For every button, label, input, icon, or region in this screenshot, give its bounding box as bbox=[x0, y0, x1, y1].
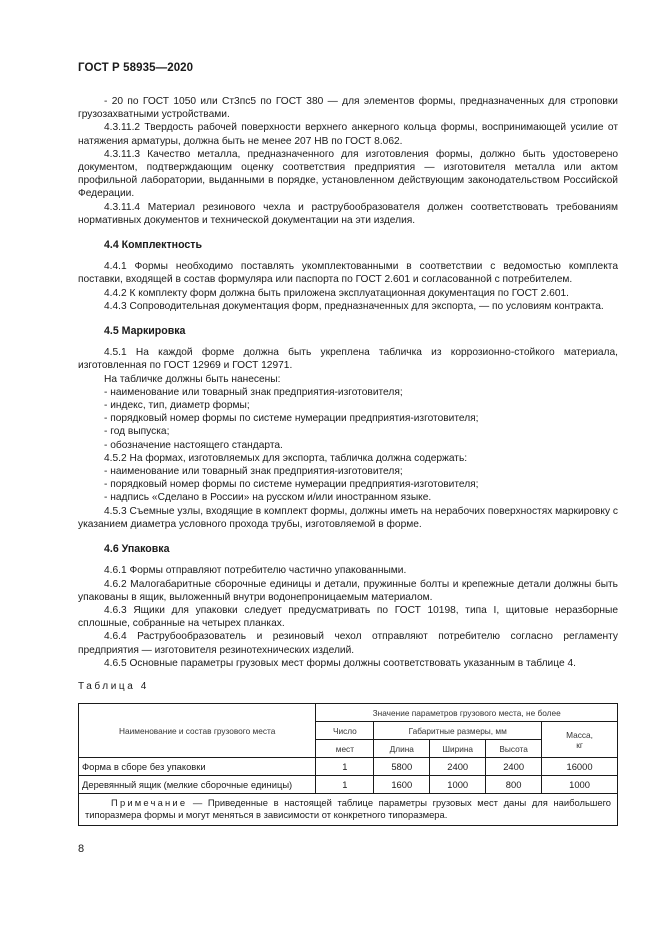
col-header-count-top: Число bbox=[316, 722, 374, 740]
table-row bbox=[79, 776, 618, 794]
table-row bbox=[79, 758, 618, 776]
table-note bbox=[79, 794, 618, 826]
paragraph: 4.3.11.4 Материал резинового чехла и раструбообразователя должен соответствовать требованиям нормативных документов и технической документации на эти изделия. bbox=[78, 201, 618, 226]
paragraph: 4.3.11.3 Качество металла, предназначенного для изготовления формы, должно быть удостоверено документом, подтверждающим оценку соответствия предприятия — изготовителя металла или актом профильной лаборатории, выданными в порядке, установленном действующим законодательством Российской Федерации. bbox=[78, 148, 618, 200]
paragraph: 4.4.2 К комплекту форм должна быть приложена эксплуатационная документация по ГОСТ 2.601. bbox=[104, 287, 570, 299]
note-text: — Приведенные в настоящей таблице параметры грузовых мест даны для наибольшего типоразмера формы и могут меняться в зависимости от конкретного типоразмера. bbox=[85, 797, 611, 821]
list-line: - надпись «Сделано в России» на русском и/или иностранном языке. bbox=[104, 492, 432, 504]
cell-mass: 1000 bbox=[542, 776, 618, 794]
col-header-name: Наименование и состав грузового места bbox=[79, 704, 316, 758]
document-body bbox=[78, 95, 618, 670]
note-label: Примечание bbox=[111, 797, 188, 808]
cell-count: 1 bbox=[316, 758, 374, 776]
col-header-width: Ширина bbox=[430, 740, 486, 758]
list-line: - наименование или товарный знак предприятия-изготовителя; bbox=[104, 386, 403, 398]
cell-width: 1000 bbox=[430, 776, 486, 794]
paragraph: 4.5.3 Съемные узлы, входящие в комплект формы, должны иметь на нерабочих поверхностях маркировку с указанием диаметра условного прохода трубы, изготовляемой в форме. bbox=[78, 505, 618, 530]
list-line: - год выпуска; bbox=[104, 426, 170, 438]
cell-width: 2400 bbox=[430, 758, 486, 776]
paragraph: 4.5.1 На каждой форме должна быть укреплена табличка из коррозионно-стойкого материала, изготовленная по ГОСТ 12969 и ГОСТ 12971. bbox=[78, 347, 618, 372]
paragraph: - 20 по ГОСТ 1050 или Ст3пс5 по ГОСТ 380 — для элементов формы, предназначенных для строповки грузозахватными устройствами. bbox=[78, 96, 618, 121]
cargo-table bbox=[78, 703, 618, 826]
section-title-packaging: 4.6 Упаковка bbox=[104, 543, 170, 556]
paragraph: 4.6.2 Малогабаритные сборочные единицы и детали, пружинные болты и крепежные детали должны быть упакованы в ящик, выложенный внутри водонепроницаемым материалом. bbox=[78, 578, 618, 603]
list-line: На табличке должны быть нанесены: bbox=[104, 373, 281, 385]
cell-mass: 16000 bbox=[542, 758, 618, 776]
list-line: - порядковый номер формы по системе нумерации предприятия-изготовителя; bbox=[104, 479, 479, 491]
cell-height: 2400 bbox=[486, 758, 542, 776]
list-line: - наименование или товарный знак предприятия-изготовителя; bbox=[104, 466, 403, 478]
section-title-marking: 4.5 Маркировка bbox=[104, 325, 186, 338]
col-header-length: Длина bbox=[374, 740, 430, 758]
page-number: 8 bbox=[78, 843, 85, 855]
section-title-completeness: 4.4 Комплектность bbox=[104, 239, 202, 252]
table-caption: Таблица 4 bbox=[78, 681, 149, 692]
paragraph: 4.3.11.2 Твердость рабочей поверхности верхнего анкерного кольца формы, воспринимающей усилие от натяжения арматуры, должна быть не менее 207 НВ по ГОСТ 8.062. bbox=[78, 122, 618, 147]
document-header: ГОСТ Р 58935—2020 bbox=[78, 62, 194, 74]
cell-length: 1600 bbox=[374, 776, 430, 794]
col-header-mass-bottom: кг bbox=[576, 739, 583, 750]
paragraph: 4.4.3 Сопроводительная документация форм, предназначенных для экспорта, — по условиям контракта. bbox=[104, 300, 604, 312]
cell-length: 5800 bbox=[374, 758, 430, 776]
cell-count: 1 bbox=[316, 776, 374, 794]
paragraph: 4.6.3 Ящики для упаковки следует предусматривать по ГОСТ 10198, типа I, щитовые неразборные сплошные, собранные на четырех планках. bbox=[78, 604, 618, 630]
col-header-mass-top: Масса, bbox=[566, 729, 593, 740]
cell-name: Форма в сборе без упаковки bbox=[79, 758, 316, 776]
col-header-height: Высота bbox=[486, 740, 542, 758]
paragraph: 4.6.5 Основные параметры грузовых мест формы должны соответствовать указанным в таблице 4. bbox=[104, 657, 576, 669]
cell-height: 800 bbox=[486, 776, 542, 794]
col-header-group: Значение параметров грузового места, не более bbox=[316, 704, 618, 722]
cell-name: Деревянный ящик (мелкие сборочные единицы) bbox=[79, 776, 316, 794]
col-header-mass bbox=[542, 722, 618, 758]
col-header-count-bottom: мест bbox=[316, 740, 374, 758]
list-line: 4.5.2 На формах, изготовляемых для экспорта, табличка должна содержать: bbox=[104, 452, 468, 464]
paragraph: 4.6.1 Формы отправляют потребителю частично упакованными. bbox=[104, 565, 407, 577]
list-line: - порядковый номер формы по системе нумерации предприятия-изготовителя; bbox=[104, 413, 479, 425]
paragraph: 4.4.1 Формы необходимо поставлять укомплектованными в соответствии с ведомостью комплекта поставки, входящей в состав формуляра или паспорта по ГОСТ 2.601 и согласованной с потребителем. bbox=[78, 261, 618, 286]
col-header-dims: Габаритные размеры, мм bbox=[374, 722, 542, 740]
paragraph: 4.6.4 Раструбообразователь и резиновый чехол отправляют потребителю согласно регламенту предприятия — изготовителя резинотехнических изделий. bbox=[78, 631, 618, 656]
list-line: - индекс, тип, диаметр формы; bbox=[104, 400, 250, 412]
list-line: - обозначение настоящего стандарта. bbox=[104, 439, 283, 451]
